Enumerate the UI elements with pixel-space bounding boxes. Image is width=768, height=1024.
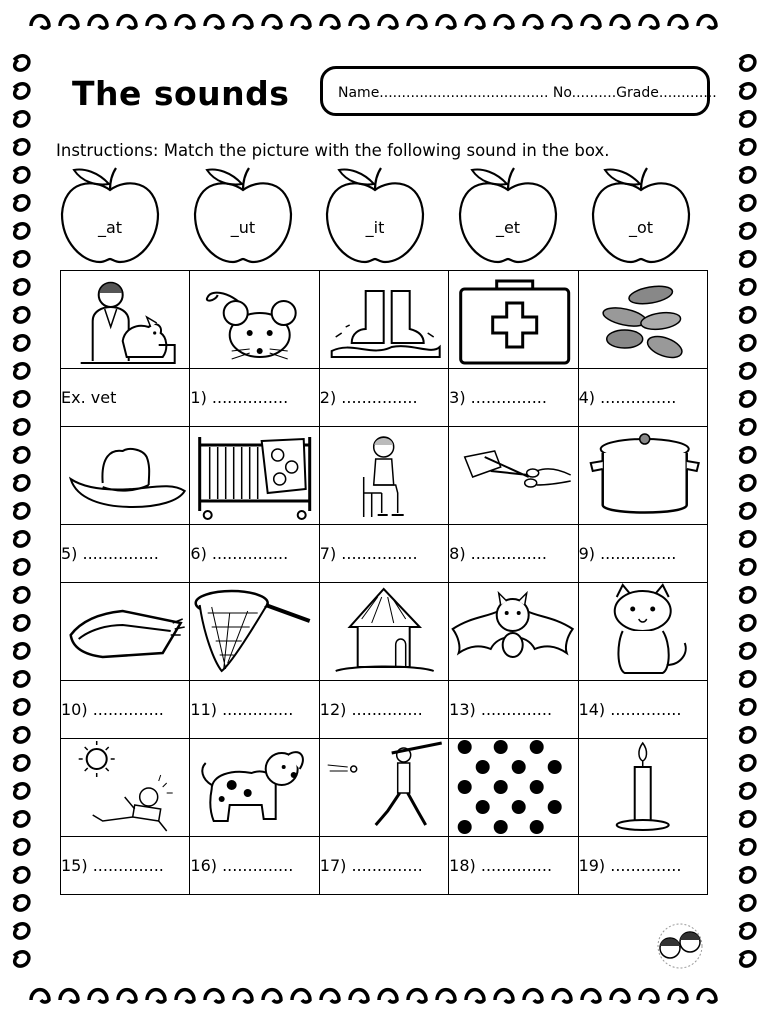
baseball-hit-icon <box>320 739 448 836</box>
sound-label: _et <box>495 218 521 237</box>
answer-cell-9[interactable]: 9) ............... <box>578 525 707 583</box>
answer-row <box>61 369 708 427</box>
answer-cell-11[interactable]: 11) .............. <box>190 681 319 739</box>
candle-icon <box>579 739 707 836</box>
hat-icon <box>61 427 189 524</box>
cot-icon <box>190 427 318 524</box>
kids-logo-icon <box>650 912 716 974</box>
mat-icon <box>61 583 189 680</box>
picture-cell <box>61 583 190 681</box>
picture-row <box>61 739 708 837</box>
answer-cell-7[interactable]: 7) ............... <box>319 525 448 583</box>
picture-row <box>61 583 708 681</box>
picture-cell <box>449 427 578 525</box>
answer-cell-6[interactable]: 6) ............... <box>190 525 319 583</box>
picture-cell <box>449 583 578 681</box>
picture-cell <box>319 739 448 837</box>
student-info-line[interactable]: Name...................................... No..........Grade............. <box>338 85 717 101</box>
sound-label: _ut <box>230 218 256 237</box>
apple-icon <box>458 162 558 266</box>
bat-icon <box>449 583 577 680</box>
answer-cell-2[interactable]: 2) ............... <box>319 369 448 427</box>
apple-sound-box-at <box>60 162 160 266</box>
apple-icon <box>591 162 691 266</box>
answer-cell-example: Ex. vet <box>61 369 190 427</box>
answer-cell-14[interactable]: 14) .............. <box>578 681 707 739</box>
apple-icon <box>60 162 160 266</box>
boots-icon <box>320 271 448 368</box>
answer-row <box>61 525 708 583</box>
answer-cell-5[interactable]: 5) ............... <box>61 525 190 583</box>
picture-cell <box>61 739 190 837</box>
vet-icon <box>61 271 189 368</box>
net-icon <box>190 583 318 680</box>
apple-sound-box-et <box>458 162 558 266</box>
mouse-icon <box>190 271 318 368</box>
apple-sound-box-ut <box>193 162 293 266</box>
answer-cell-3[interactable]: 3) ............... <box>449 369 578 427</box>
answer-cell-15[interactable]: 15) .............. <box>61 837 190 895</box>
answer-cell-10[interactable]: 10) .............. <box>61 681 190 739</box>
sound-label: _it <box>365 218 385 237</box>
picture-cell <box>449 271 578 369</box>
nuts-icon <box>579 271 707 368</box>
picture-answer-grid <box>60 270 708 895</box>
picture-cell <box>578 583 707 681</box>
picture-cell <box>61 271 190 369</box>
apple-icon <box>325 162 425 266</box>
boy-sitting-icon <box>320 427 448 524</box>
apple-sound-box-ot <box>591 162 691 266</box>
picture-cell <box>190 583 319 681</box>
dots-icon <box>449 739 577 836</box>
hot-sun-icon <box>61 739 189 836</box>
picture-cell <box>578 739 707 837</box>
picture-row <box>61 427 708 525</box>
picture-row <box>61 271 708 369</box>
answer-row <box>61 681 708 739</box>
answer-row <box>61 837 708 895</box>
picture-cell <box>61 427 190 525</box>
page-title: The sounds <box>72 74 290 113</box>
apple-icon <box>193 162 293 266</box>
answer-cell-16[interactable]: 16) .............. <box>190 837 319 895</box>
cat-icon <box>579 583 707 680</box>
picture-cell <box>190 271 319 369</box>
picture-cell <box>449 739 578 837</box>
apple-sound-box-it <box>325 162 425 266</box>
answer-cell-13[interactable]: 13) .............. <box>449 681 578 739</box>
cutting-scissors-icon <box>449 427 577 524</box>
answer-cell-4[interactable]: 4) ............... <box>578 369 707 427</box>
answer-cell-1[interactable]: 1) ............... <box>190 369 319 427</box>
answer-cell-12[interactable]: 12) .............. <box>319 681 448 739</box>
answer-cell-18[interactable]: 18) .............. <box>449 837 578 895</box>
picture-cell <box>578 427 707 525</box>
picture-cell <box>190 739 319 837</box>
picture-cell <box>319 427 448 525</box>
spotted-dog-icon <box>190 739 318 836</box>
first-aid-kit-icon <box>449 271 577 368</box>
sound-label: _at <box>97 218 123 237</box>
sound-label: _ot <box>628 218 654 237</box>
picture-cell <box>578 271 707 369</box>
answer-cell-8[interactable]: 8) ............... <box>449 525 578 583</box>
pot-icon <box>579 427 707 524</box>
instructions-text: Instructions: Match the picture with the following sound in the box. <box>56 141 610 160</box>
picture-cell <box>319 583 448 681</box>
hut-icon <box>320 583 448 680</box>
picture-cell <box>190 427 319 525</box>
answer-cell-19[interactable]: 19) .............. <box>578 837 707 895</box>
answer-cell-17[interactable]: 17) .............. <box>319 837 448 895</box>
picture-cell <box>319 271 448 369</box>
